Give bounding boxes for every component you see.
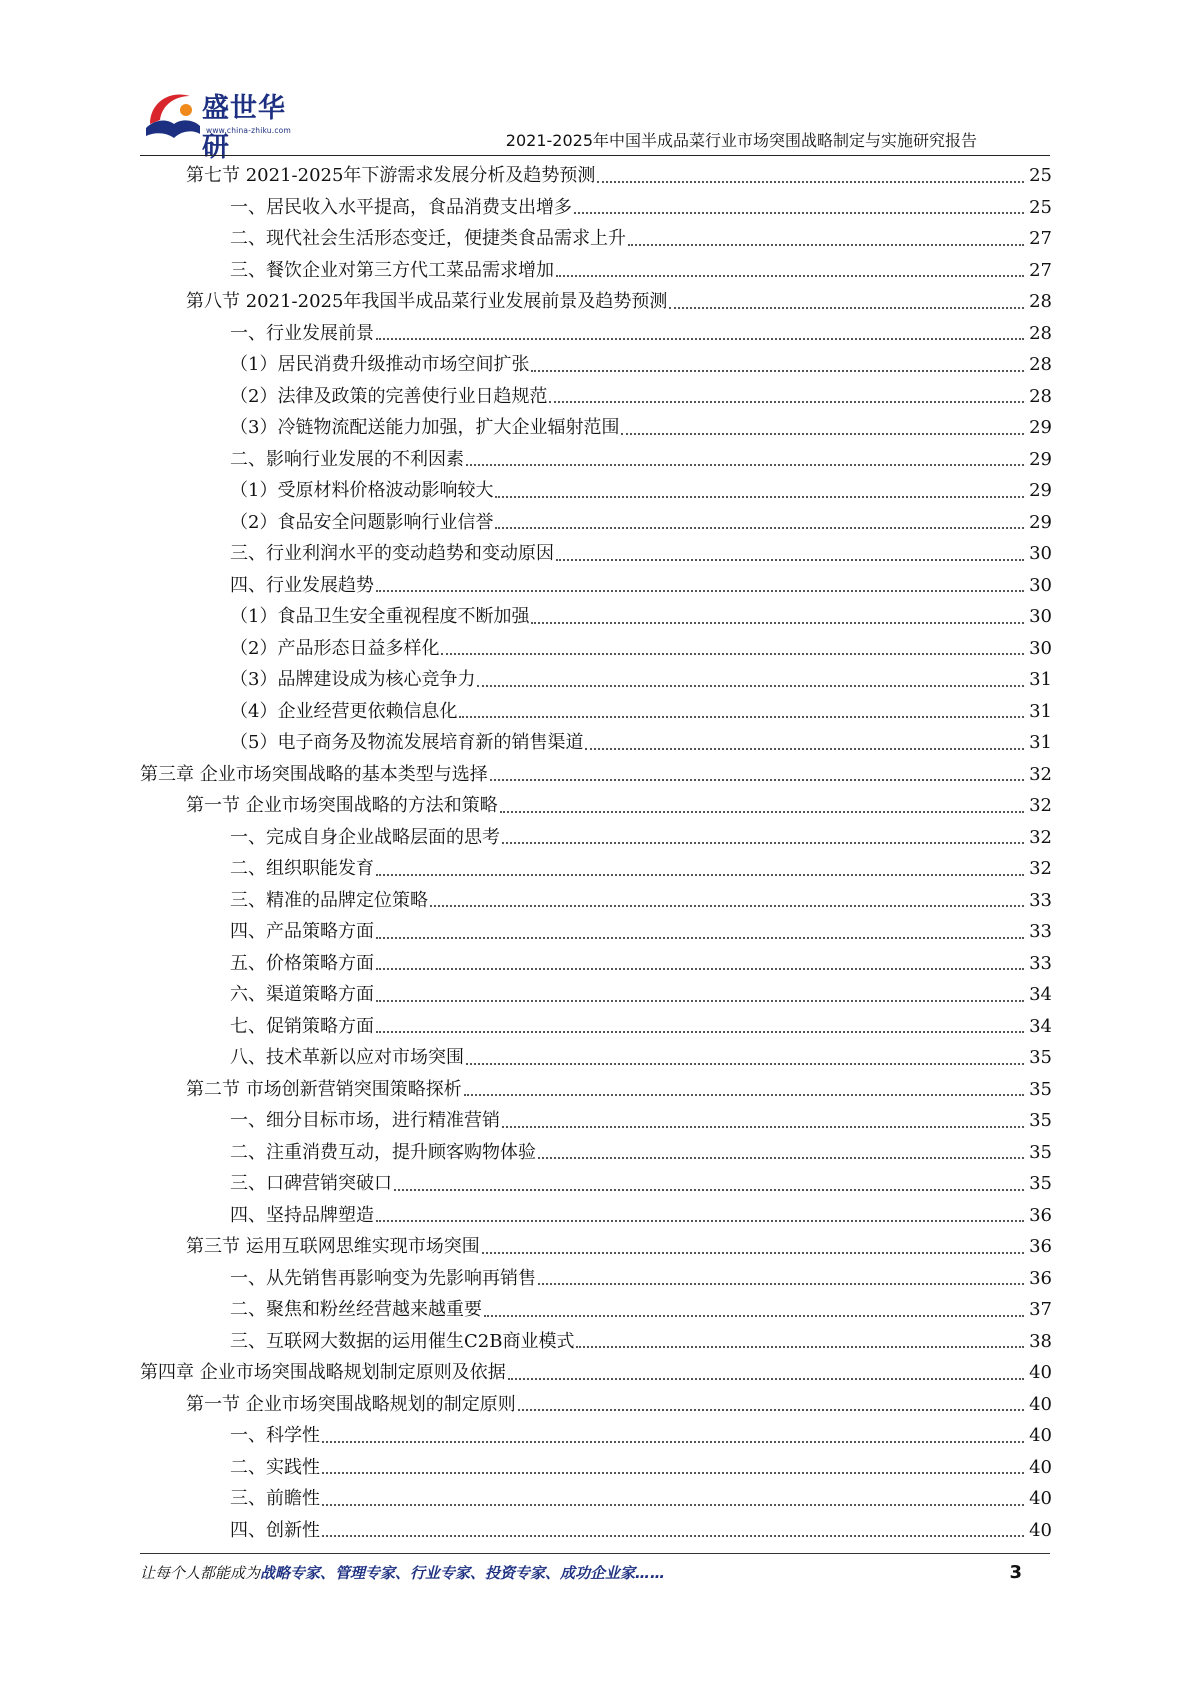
toc-entry-page: 33	[1029, 952, 1052, 974]
toc-entry-page: 33	[1029, 921, 1052, 942]
toc-leader-dots	[556, 274, 1024, 277]
toc-entry-page: 34	[1029, 1015, 1052, 1037]
toc-entry[interactable]	[140, 1263, 1052, 1295]
toc-entry-page: 35	[1029, 1047, 1052, 1068]
toc-entry[interactable]	[140, 1168, 1052, 1200]
footer-slogan-emphasis: 战略专家、管理专家、行业专家、投资专家、成功企业家……	[260, 1564, 666, 1582]
toc-entry[interactable]	[140, 349, 1052, 381]
toc-entry-page: 36	[1029, 1204, 1052, 1226]
toc-leader-dots	[466, 1062, 1024, 1065]
toc-entry-page: 35	[1029, 1078, 1052, 1100]
toc-entry[interactable]	[140, 1074, 1052, 1106]
toc-entry[interactable]	[140, 759, 1052, 791]
toc-entry-title: 二、影响行业发展的不利因素	[230, 448, 464, 470]
toc-entry-title: 三、行业利润水平的变动趋势和变动原因	[230, 543, 554, 564]
toc-entry-page: 30	[1029, 637, 1052, 659]
company-logo	[140, 84, 310, 163]
toc-entry-page: 27	[1029, 228, 1052, 249]
toc-leader-dots	[376, 967, 1024, 970]
toc-entry-title: 一、从先销售再影响变为先影响再销售	[230, 1267, 536, 1289]
table-of-contents	[140, 160, 1052, 1546]
toc-entry-title: 第八节 2021-2025年我国半成品菜行业发展前景及趋势预测	[186, 291, 668, 312]
toc-entry[interactable]	[140, 1137, 1052, 1169]
toc-entry[interactable]	[140, 286, 1052, 318]
toc-leader-dots	[531, 621, 1024, 624]
footer-slogan-prefix: 让每个人都能成为	[140, 1564, 261, 1582]
toc-entry-page: 36	[1029, 1236, 1052, 1257]
toc-entry-page: 31	[1029, 669, 1052, 690]
toc-entry[interactable]	[140, 885, 1052, 917]
toc-entry-page: 32	[1029, 763, 1052, 785]
toc-entry-page: 35	[1029, 1173, 1052, 1194]
toc-leader-dots	[500, 810, 1024, 813]
toc-entry-title: 四、坚持品牌塑造	[230, 1204, 374, 1226]
toc-entry[interactable]	[140, 916, 1052, 948]
toc-entry-page: 32	[1029, 858, 1052, 879]
toc-entry-title: 二、现代社会生活形态变迁，便捷类食品需求上升	[230, 228, 626, 249]
toc-leader-dots	[549, 400, 1024, 403]
toc-leader-dots	[502, 841, 1024, 844]
toc-entry-page: 40	[1029, 1393, 1052, 1415]
toc-entry-title: 第一节 企业市场突围战略的方法和策略	[186, 795, 498, 816]
toc-leader-dots	[531, 369, 1024, 372]
toc-entry[interactable]	[140, 727, 1052, 759]
toc-entry-page: 30	[1029, 543, 1052, 564]
toc-entry-title: 第二节 市场创新营销突围策略探析	[186, 1078, 462, 1100]
toc-leader-dots	[394, 1188, 1024, 1191]
toc-entry-title: 四、行业发展趋势	[230, 574, 374, 596]
toc-entry-page: 33	[1029, 889, 1052, 911]
toc-entry-page: 30	[1029, 606, 1052, 627]
toc-entry[interactable]	[140, 601, 1052, 633]
toc-entry[interactable]	[140, 633, 1052, 665]
toc-leader-dots	[322, 1503, 1024, 1506]
toc-entry-title: （2）食品安全问题影响行业信誉	[230, 511, 494, 533]
toc-leader-dots	[538, 1156, 1024, 1159]
toc-entry-title: 一、行业发展前景	[230, 322, 374, 344]
toc-entry[interactable]	[140, 412, 1052, 444]
header-divider	[140, 155, 1050, 156]
logo-name: 盛世华研	[202, 93, 286, 163]
toc-entry[interactable]	[140, 1389, 1052, 1421]
toc-entry-title: 四、创新性	[230, 1519, 320, 1541]
page-header	[0, 0, 1191, 163]
toc-entry[interactable]	[140, 1042, 1052, 1074]
toc-leader-dots	[430, 904, 1024, 907]
toc-entry-title: （4）企业经营更依赖信息化	[230, 700, 458, 722]
toc-entry-title: （3）品牌建设成为核心竞争力	[230, 669, 476, 690]
toc-entry-title: （2）法律及政策的完善使行业日趋规范	[230, 385, 548, 407]
toc-entry-title: 一、细分目标市场，进行精准营销	[230, 1110, 500, 1131]
toc-entry[interactable]	[140, 1515, 1052, 1547]
page-number: 3	[1009, 1562, 1022, 1583]
toc-leader-dots	[376, 873, 1024, 876]
toc-entry-page: 32	[1029, 826, 1052, 848]
toc-leader-dots	[376, 1219, 1024, 1222]
toc-entry[interactable]	[140, 664, 1052, 696]
toc-entry-page: 29	[1029, 448, 1052, 470]
toc-entry[interactable]	[140, 381, 1052, 413]
toc-leader-dots	[576, 1345, 1024, 1348]
toc-entry[interactable]	[140, 318, 1052, 350]
toc-entry-page: 29	[1029, 417, 1052, 438]
toc-entry[interactable]	[140, 192, 1052, 224]
toc-entry[interactable]	[140, 1105, 1052, 1137]
toc-entry-page: 40	[1029, 1488, 1052, 1509]
toc-entry-title: 一、居民收入水平提高，食品消费支出增多	[230, 196, 572, 218]
toc-leader-dots	[322, 1471, 1024, 1474]
page-footer	[140, 1562, 1050, 1588]
toc-leader-dots	[495, 495, 1024, 498]
toc-leader-dots	[490, 778, 1024, 781]
toc-entry[interactable]	[140, 1200, 1052, 1232]
toc-entry-page: 31	[1029, 732, 1052, 753]
toc-leader-dots	[482, 1251, 1024, 1254]
toc-entry[interactable]	[140, 1011, 1052, 1043]
toc-entry-page: 29	[1029, 511, 1052, 533]
toc-leader-dots	[574, 211, 1024, 214]
toc-entry-title: 二、组织职能发育	[230, 858, 374, 879]
toc-entry-page: 32	[1029, 795, 1052, 816]
toc-leader-dots	[518, 1408, 1024, 1411]
toc-entry-title: 四、产品策略方面	[230, 921, 374, 942]
toc-entry[interactable]	[140, 822, 1052, 854]
toc-entry-title: 一、科学性	[230, 1425, 320, 1446]
toc-entry-title: 三、前瞻性	[230, 1488, 320, 1509]
toc-leader-dots	[538, 1282, 1024, 1285]
toc-entry[interactable]	[140, 1294, 1052, 1326]
toc-entry-title: 二、实践性	[230, 1456, 320, 1478]
toc-entry[interactable]	[140, 1452, 1052, 1484]
toc-leader-dots	[322, 1440, 1024, 1443]
toc-entry-page: 25	[1029, 196, 1052, 218]
toc-leader-dots	[502, 1125, 1024, 1128]
toc-entry-page: 34	[1029, 984, 1052, 1005]
toc-leader-dots	[556, 558, 1024, 561]
toc-entry[interactable]	[140, 696, 1052, 728]
toc-entry-title: 一、完成自身企业战略层面的思考	[230, 826, 500, 848]
toc-entry[interactable]	[140, 1357, 1052, 1389]
toc-entry-title: （1）受原材料价格波动影响较大	[230, 480, 494, 501]
toc-entry-title: 第一节 企业市场突围战略规划的制定原则	[186, 1393, 516, 1415]
toc-leader-dots	[597, 180, 1024, 183]
toc-entry[interactable]	[140, 223, 1052, 255]
toc-entry[interactable]	[140, 979, 1052, 1011]
toc-entry[interactable]	[140, 1231, 1052, 1263]
toc-entry-page: 40	[1029, 1362, 1052, 1383]
toc-entry-page: 40	[1029, 1519, 1052, 1541]
toc-entry[interactable]	[140, 948, 1052, 980]
logo-url: www.china-zhiku.com	[206, 126, 291, 135]
toc-entry-title: 三、餐饮企业对第三方代工菜品需求增加	[230, 259, 554, 281]
toc-entry-page: 38	[1029, 1330, 1052, 1352]
toc-leader-dots	[484, 1314, 1024, 1317]
toc-entry-title: 八、技术革新以应对市场突围	[230, 1047, 464, 1068]
toc-leader-dots	[477, 684, 1024, 687]
toc-entry-page: 35	[1029, 1141, 1052, 1163]
toc-entry[interactable]	[140, 538, 1052, 570]
toc-entry[interactable]	[140, 1420, 1052, 1452]
toc-entry-page: 28	[1029, 291, 1052, 312]
toc-entry-title: 第四章 企业市场突围战略规划制定原则及依据	[140, 1362, 506, 1383]
toc-entry-page: 30	[1029, 574, 1052, 596]
toc-entry-page: 36	[1029, 1267, 1052, 1289]
toc-leader-dots	[585, 747, 1024, 750]
toc-entry-page: 25	[1029, 165, 1052, 186]
toc-entry-title: 三、口碑营销突破口	[230, 1173, 392, 1194]
toc-entry-title: （3）冷链物流配送能力加强，扩大企业辐射范围	[230, 417, 620, 438]
toc-entry-title: 二、注重消费互动，提升顾客购物体验	[230, 1141, 536, 1163]
toc-leader-dots	[669, 306, 1024, 309]
report-title: 2021-2025年中国半成品菜行业市场突围战略制定与实施研究报告	[505, 131, 977, 150]
toc-entry[interactable]	[140, 1326, 1052, 1358]
toc-entry-title: 第三章 企业市场突围战略的基本类型与选择	[140, 763, 488, 785]
toc-entry[interactable]	[140, 507, 1052, 539]
toc-leader-dots	[466, 463, 1024, 466]
toc-entry-page: 35	[1029, 1110, 1052, 1131]
toc-entry-title: （2）产品形态日益多样化	[230, 637, 440, 659]
logo-emblem-icon	[140, 84, 202, 146]
toc-entry[interactable]	[140, 444, 1052, 476]
toc-entry-title: 第三节 运用互联网思维实现市场突围	[186, 1236, 480, 1257]
toc-leader-dots	[508, 1377, 1024, 1380]
toc-entry[interactable]	[140, 160, 1052, 192]
toc-entry-page: 31	[1029, 700, 1052, 722]
toc-leader-dots	[495, 526, 1024, 529]
toc-entry[interactable]	[140, 1483, 1052, 1515]
toc-entry-page: 40	[1029, 1425, 1052, 1446]
toc-entry[interactable]	[140, 790, 1052, 822]
toc-entry-title: 第七节 2021-2025年下游需求发展分析及趋势预测	[186, 165, 596, 186]
toc-entry-title: 六、渠道策略方面	[230, 984, 374, 1005]
toc-leader-dots	[459, 715, 1024, 718]
toc-entry-page: 37	[1029, 1299, 1052, 1320]
toc-entry-title: （1）居民消费升级推动市场空间扩张	[230, 354, 530, 375]
toc-entry-page: 28	[1029, 385, 1052, 407]
toc-leader-dots	[628, 243, 1024, 246]
toc-leader-dots	[464, 1093, 1024, 1096]
toc-entry-title: 二、聚焦和粉丝经营越来越重要	[230, 1299, 482, 1320]
toc-entry-title: （5）电子商务及物流发展培育新的销售渠道	[230, 732, 584, 753]
toc-entry-page: 27	[1029, 259, 1052, 281]
toc-entry-page: 40	[1029, 1456, 1052, 1478]
toc-entry-page: 29	[1029, 480, 1052, 501]
toc-entry[interactable]	[140, 570, 1052, 602]
footer-divider	[140, 1553, 1050, 1554]
toc-entry-title: 七、促销策略方面	[230, 1015, 374, 1037]
toc-leader-dots	[376, 1030, 1024, 1033]
toc-entry[interactable]	[140, 853, 1052, 885]
toc-entry-page: 28	[1029, 354, 1052, 375]
toc-leader-dots	[376, 337, 1024, 340]
toc-entry-title: 五、价格策略方面	[230, 952, 374, 974]
toc-entry-title: 三、精准的品牌定位策略	[230, 889, 428, 911]
toc-entry[interactable]	[140, 255, 1052, 287]
toc-entry-title: 三、互联网大数据的运用催生C2B商业模式	[230, 1330, 575, 1352]
toc-entry[interactable]	[140, 475, 1052, 507]
toc-leader-dots	[322, 1534, 1024, 1537]
toc-entry-title: （1）食品卫生安全重视程度不断加强	[230, 606, 530, 627]
toc-leader-dots	[376, 589, 1024, 592]
toc-leader-dots	[621, 432, 1024, 435]
toc-leader-dots	[376, 936, 1024, 939]
toc-entry-page: 28	[1029, 322, 1052, 344]
toc-leader-dots	[441, 652, 1024, 655]
toc-leader-dots	[376, 999, 1024, 1002]
